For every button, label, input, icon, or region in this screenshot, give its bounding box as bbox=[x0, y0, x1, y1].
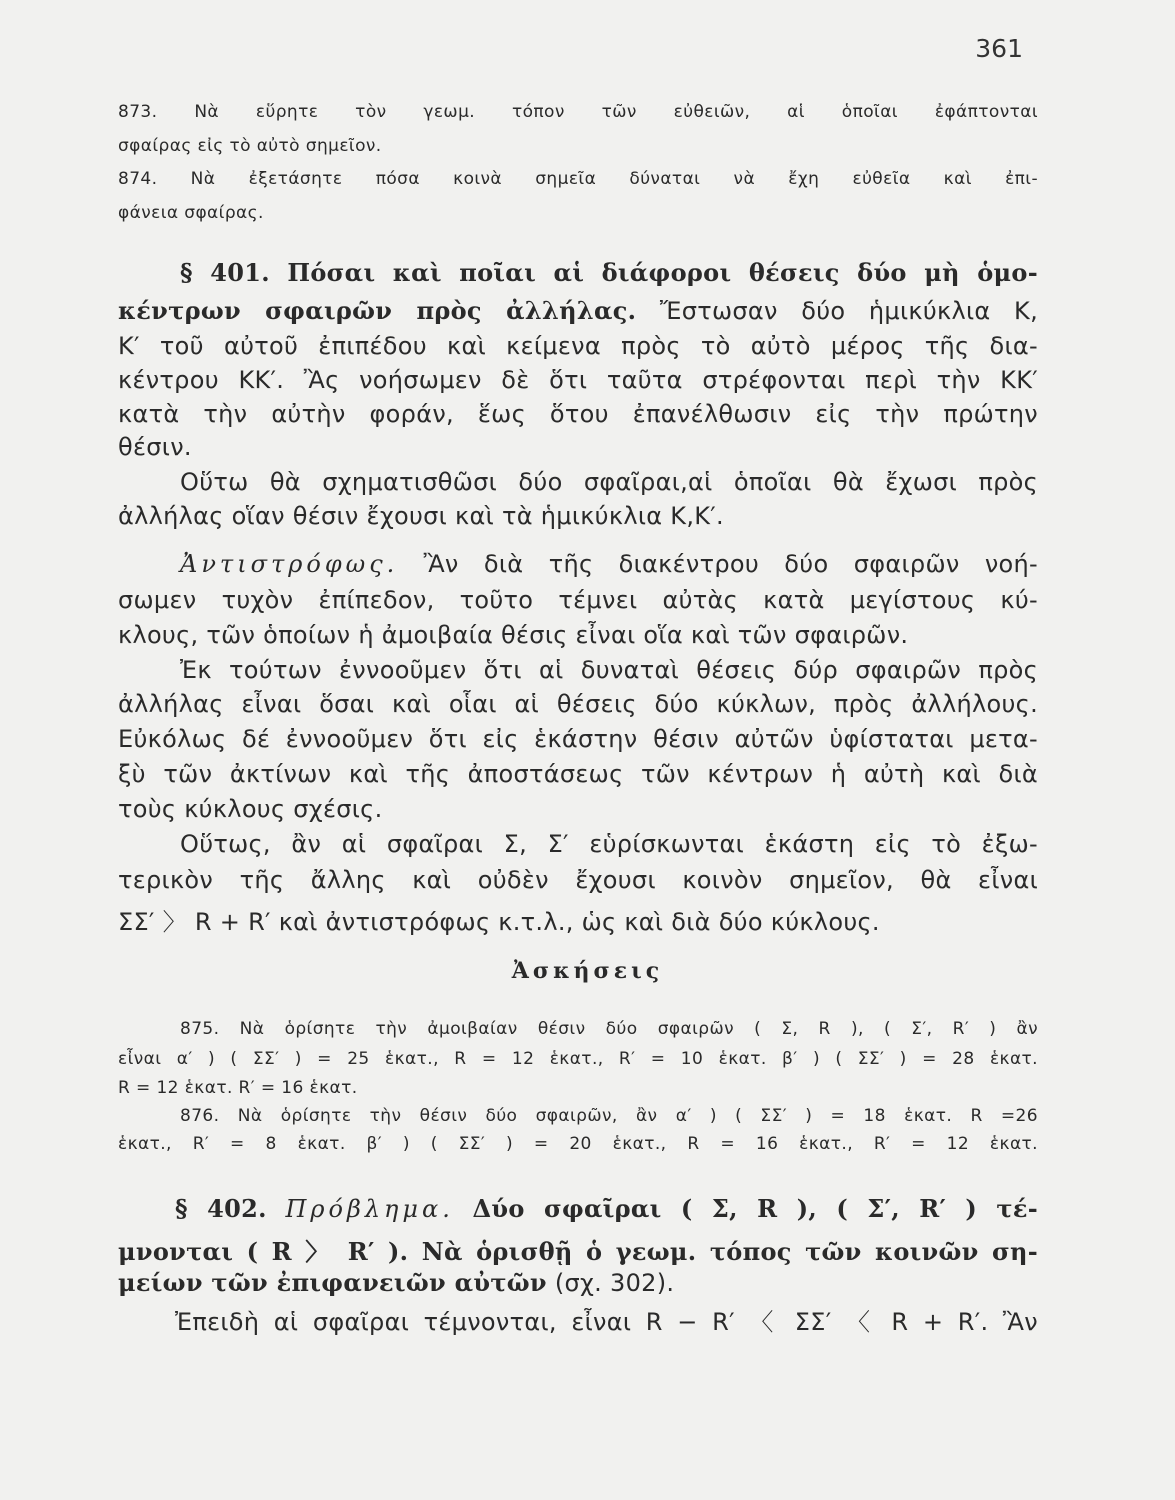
problem-label: Πρόβλημα. bbox=[285, 1195, 454, 1223]
section-401-line-3: Κ′ τοῦ αὐτοῦ ἐπιπέδου καὶ κείμενα πρὸς τὸ αὐτὸ μέρος τῆς δια- bbox=[118, 332, 1038, 360]
exercise-875-line-2: εἶναι α′ ) ( ΣΣ′ ) = 25 ἑκατ., R = 12 ἑκατ., R′ = 10 ἑκατ. β′ ) ( ΣΣ′ ) = 28 ἑκατ. bbox=[118, 1049, 1038, 1069]
paragraph-4-line-3: Εὐκόλως δέ ἐννοοῦμεν ὅτι εἰς ἑκάστην θέσιν αὐτῶν ὑφίσταται μετα- bbox=[118, 725, 1038, 753]
paragraph-5-line-3: ΣΣ′ 〉 R + R′ καὶ ἀντιστρόφως κ.τ.λ., ὡς καὶ διὰ δύο κύκλους. bbox=[118, 908, 880, 936]
section-402-line-2: μνονται ( R 〉 R′ ). Νὰ ὁρισθῇ ὁ γεωμ. τόπος τῶν κοινῶν ση- bbox=[118, 1237, 1038, 1266]
section-402-title: Δύο σφαῖραι ( Σ, R ), ( Σ′, R′ ) τέ- bbox=[472, 1194, 1039, 1223]
page-number: 361 bbox=[975, 34, 1023, 63]
section-402-number: § 402. bbox=[175, 1194, 267, 1223]
exercises-heading: Ἀσκήσεις bbox=[511, 958, 664, 984]
section-401-line-2-text: Ἔστωσαν δύο ἡμικύκλια Κ, bbox=[659, 297, 1039, 325]
section-402-title-end: μείων τῶν ἐπιφανειῶν αὐτῶν bbox=[118, 1268, 547, 1297]
paragraph-4-line-2: ἀλλήλας εἶναι ὅσαι καὶ οἷαι αἱ θέσεις δύο κύκλων, πρὸς ἀλλήλους. bbox=[118, 690, 1038, 718]
exercise-876-line-2: ἑκατ., R′ = 8 ἑκατ. β′ ) ( ΣΣ′ ) = 20 ἑκατ., R = 16 ἑκατ., R′ = 12 ἑκατ. bbox=[118, 1134, 1038, 1154]
paragraph-3-line-1 bbox=[180, 550, 1038, 578]
paragraph-4-line-4: ξὺ τῶν ἀκτίνων καὶ τῆς ἀποστάσεως τῶν κέντρων ἡ αὐτὴ καὶ διὰ bbox=[118, 760, 1038, 788]
paragraph-2-line-1: Οὕτω θὰ σχηματισθῶσι δύο σφαῖραι,αἱ ὁποῖαι θὰ ἔχωσι πρὸς bbox=[180, 468, 1038, 496]
exercise-875-line-1: 875. Νὰ ὁρίσητε τὴν ἀμοιβαίαν θέσιν δύο σφαιρῶν ( Σ, R ), ( Σ′, R′ ) ἂν bbox=[180, 1019, 1038, 1039]
paragraph-4-line-5: τοὺς κύκλους σχέσις. bbox=[118, 795, 383, 823]
section-402-line-3 bbox=[118, 1268, 1038, 1297]
section-402-line-4: Ἐπειδὴ αἱ σφαῖραι τέμνονται, εἶναι R − R′ 〈 ΣΣ′ 〈 R + R′. Ἂν bbox=[175, 1308, 1038, 1336]
paragraph-3-line-1-text: Ἂν διὰ τῆς διακέντρου δύο σφαιρῶν νοή- bbox=[423, 550, 1038, 578]
exercise-874-line-1: 874. Νὰ ἐξετάσητε πόσα κοινὰ σημεῖα δύναται νὰ ἔχη εὐθεῖα καὶ ἐπι- bbox=[118, 169, 1038, 189]
exercise-874-line-2: φάνεια σφαίρας. bbox=[118, 203, 264, 223]
section-402-line-1 bbox=[175, 1194, 1038, 1223]
section-401-title-cont: κέντρων σφαιρῶν πρὸς ἀλλήλας. bbox=[118, 296, 637, 325]
section-401-line-2 bbox=[118, 296, 1038, 325]
paragraph-5-line-1: Οὕτως, ἂν αἱ σφαῖραι Σ, Σ′ εὑρίσκωνται ἑκάστη εἰς τὸ ἐξω- bbox=[180, 830, 1038, 858]
paragraph-5-line-2: τερικὸν τῆς ἄλλης καὶ οὐδὲν ἔχουσι κοινὸν σημεῖον, θὰ εἶναι bbox=[118, 866, 1038, 894]
conversely-label: Ἀντιστρόφως. bbox=[180, 550, 399, 578]
section-401-line-4: κέντρου ΚΚ′. Ἂς νοήσωμεν δὲ ὅτι ταῦτα στρέφονται περὶ τὴν ΚΚ′ bbox=[118, 366, 1038, 394]
exercise-873-line-2: σφαίρας εἰς τὸ αὐτὸ σημεῖον. bbox=[118, 136, 382, 156]
exercise-875-line-3: R = 12 ἑκατ. R′ = 16 ἑκατ. bbox=[118, 1078, 358, 1098]
exercise-876-line-1: 876. Νὰ ὁρίσητε τὴν θέσιν δύο σφαιρῶν, ἂν α′ ) ( ΣΣ′ ) = 18 ἑκατ. R =26 bbox=[180, 1106, 1038, 1126]
section-401-title: § 401. Πόσαι καὶ ποῖαι αἱ διάφοροι θέσεις δύο μὴ ὁμο- bbox=[180, 258, 1038, 287]
paragraph-3-line-2: σωμεν τυχὸν ἐπίπεδον, τοῦτο τέμνει αὐτὰς κατὰ μεγίστους κύ- bbox=[118, 586, 1038, 614]
paragraph-4-line-1: Ἐκ τούτων ἐννοοῦμεν ὅτι αἱ δυναταὶ θέσεις δύρ σφαιρῶν πρὸς bbox=[180, 656, 1038, 684]
section-401-line-5: κατὰ τὴν αὐτὴν φοράν, ἕως ὅτου ἐπανέλθωσιν εἰς τὴν πρώτην bbox=[118, 400, 1038, 428]
figure-reference: (σχ. 302). bbox=[554, 1269, 675, 1297]
paragraph-2-line-2: ἀλλήλας οἵαν θέσιν ἔχουσι καὶ τὰ ἡμικύκλια Κ,Κ′. bbox=[118, 502, 724, 530]
paragraph-3-line-3: κλους, τῶν ὁποίων ἡ ἀμοιβαία θέσις εἶναι οἵα καὶ τῶν σφαιρῶν. bbox=[118, 621, 909, 649]
section-401-line-6: θέσιν. bbox=[118, 433, 192, 461]
exercise-873-line-1: 873. Νὰ εὕρητε τὸν γεωμ. τόπον τῶν εὐθειῶν, αἱ ὁποῖαι ἐφάπτονται bbox=[118, 102, 1038, 122]
